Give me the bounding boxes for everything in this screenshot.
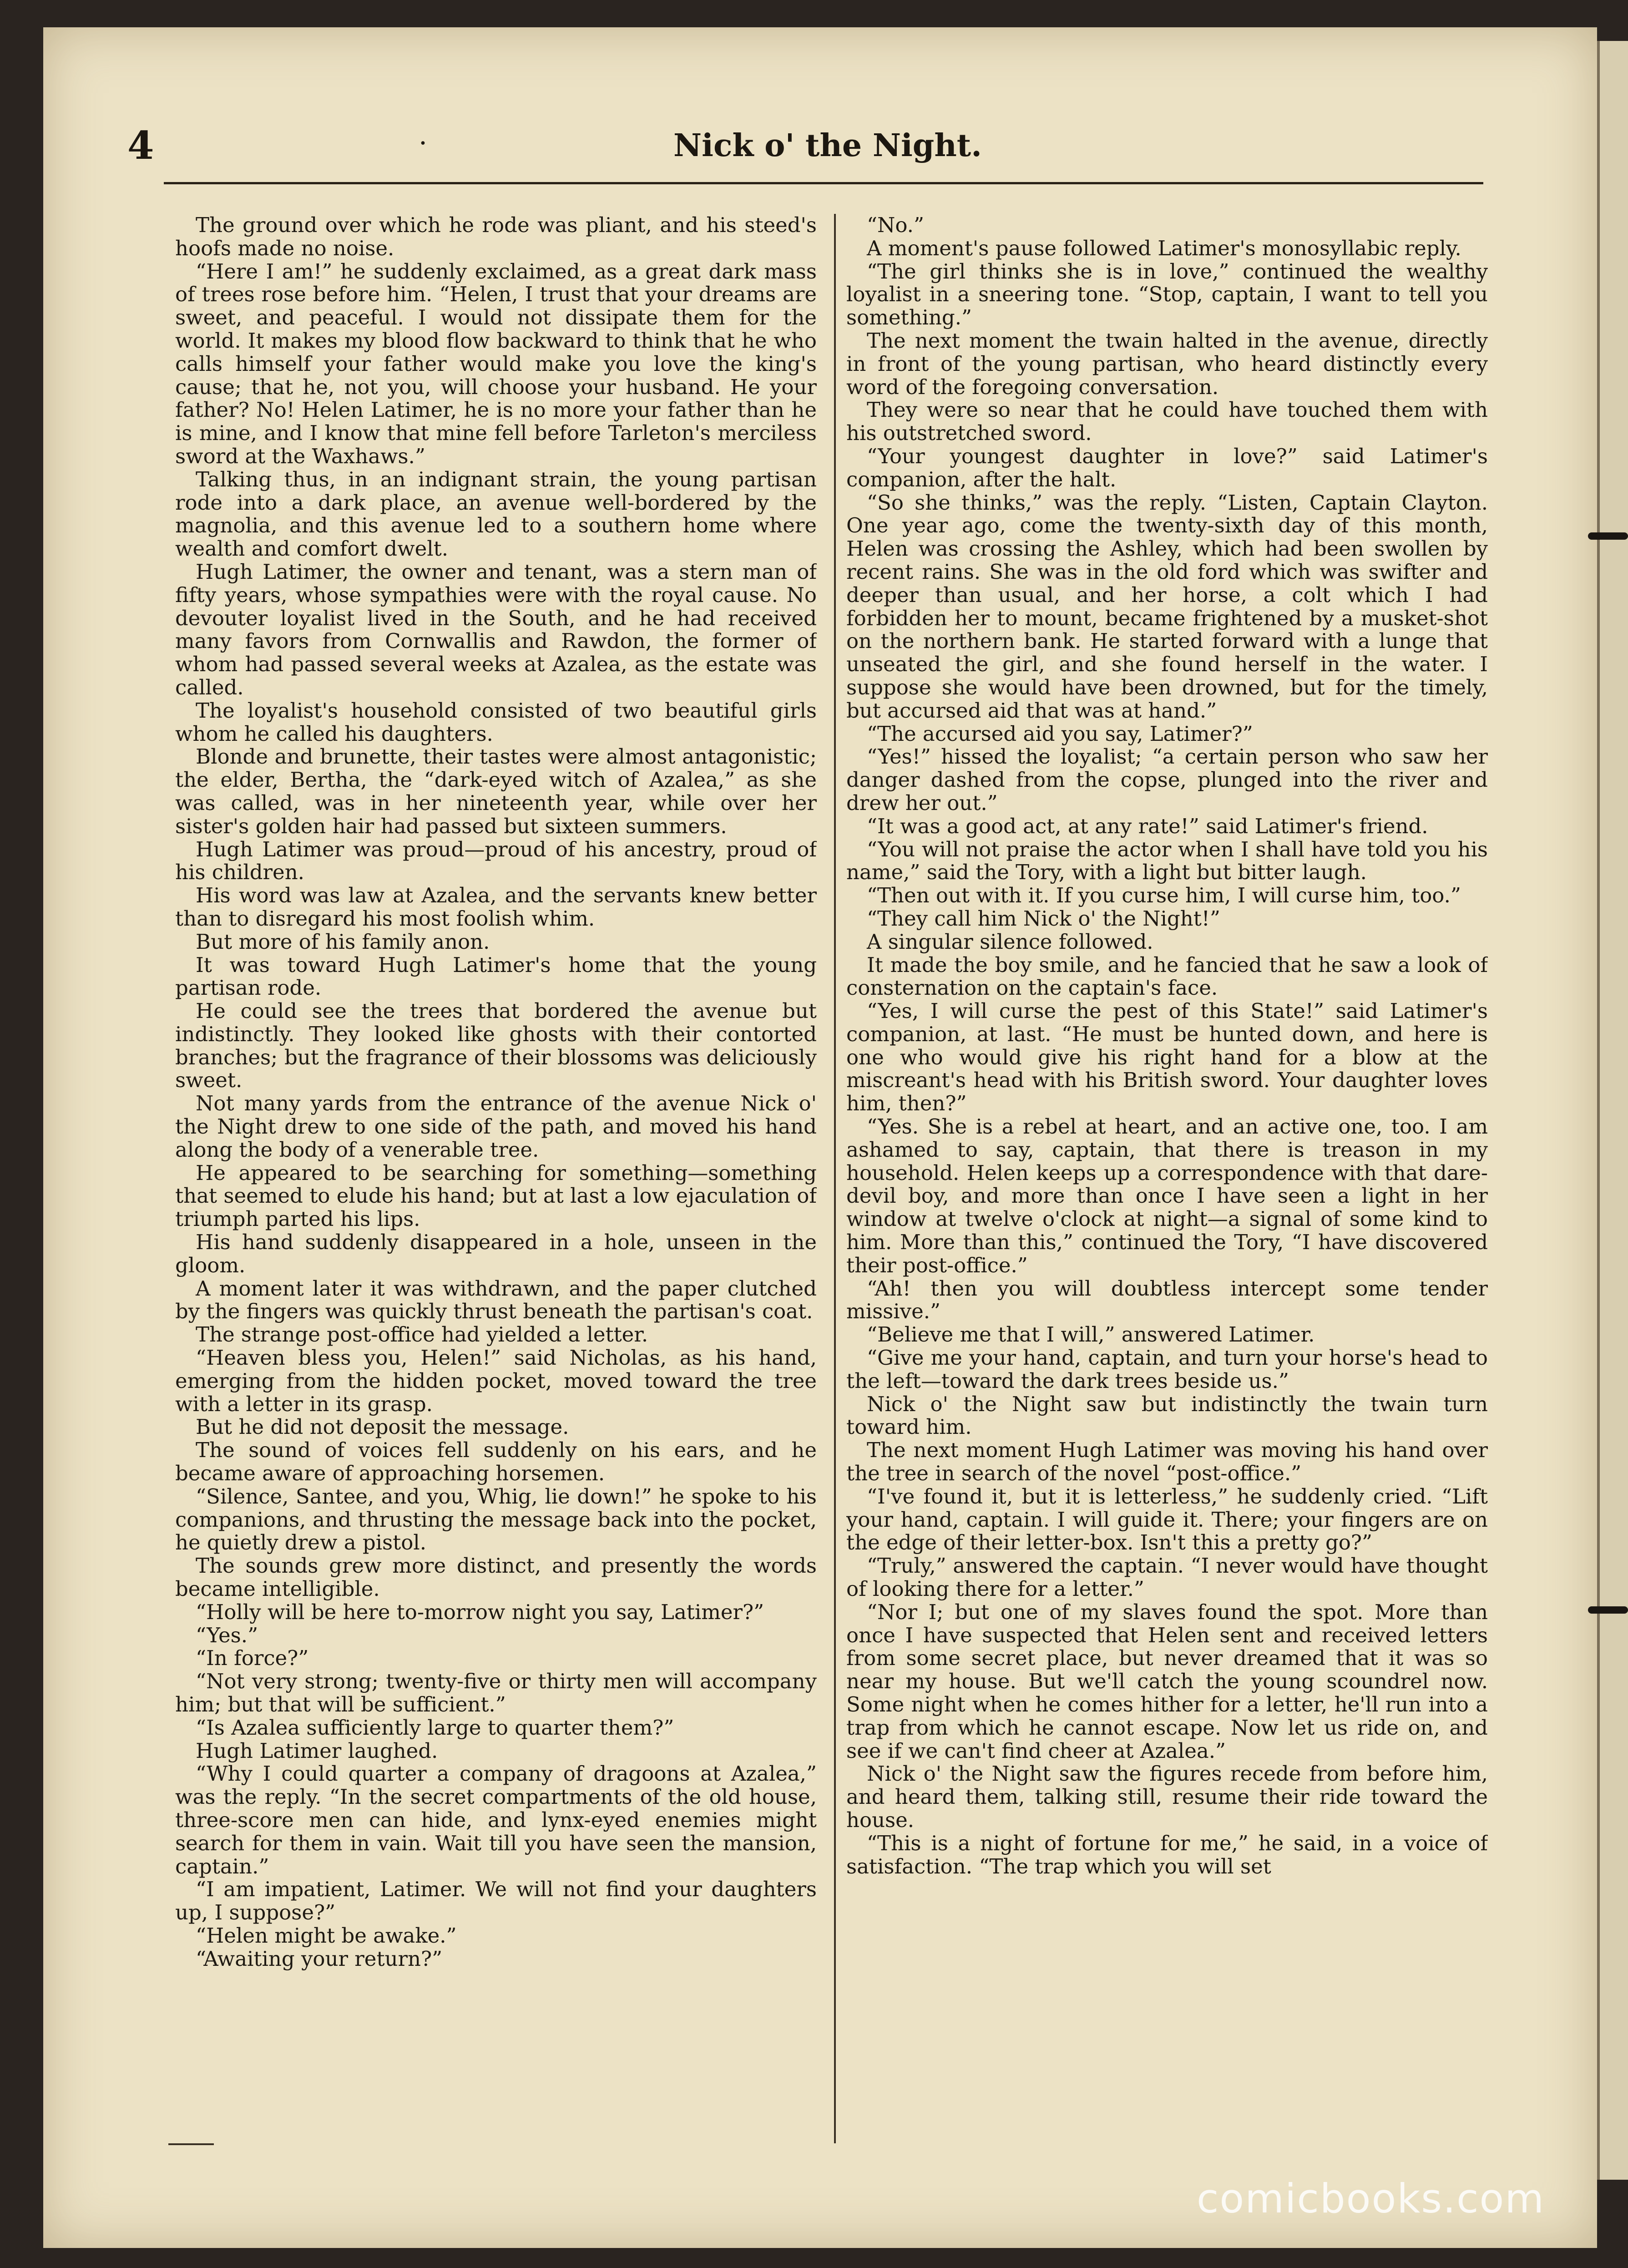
paragraph: Talking thus, in an indignant strain, the young partisan rode into a dark place, an avenue well-bordered by the magnolia, and this avenue led to a southern home where wealth and comfort dwelt. (175, 467, 817, 561)
paragraph: Nick o' the Night saw the figures recede from before him, and heard them, talking still, resume their ride toward the house. (846, 1762, 1488, 1832)
watermark: comicbooks.com (1197, 2175, 1545, 2222)
paragraph: Hugh Latimer, the owner and tenant, was a stern man of fifty years, whose sympathies were with the royal cause. No devouter loyalist lived in the South, and he had received many favors from Cornwallis and Rawdon, the former of whom had passed several weeks at Azalea, as the estate was called. (175, 559, 817, 699)
paragraph: “Here I am!” he suddenly exclaimed, as a great dark mass of trees rose before him. “Helen, I trust that your dreams are sweet, and peaceful. I would not dissipate them for the world. It makes my blood flow backward to think that he who calls himself your father would make you love the king's cause; that he, not you, will choose your husband. He your father? No! Helen Latimer, he is no more your father than he is mine, and I know that mine fell before Tarleton's merciless sword at the Waxhaws.” (175, 259, 817, 468)
next-page-edge (1597, 41, 1628, 2180)
paragraph: “This is a night of fortune for me,” he said, in a voice of satisfaction. “The trap which you will set (846, 1831, 1488, 1878)
paragraph: The loyalist's household consisted of two beautiful girls whom he called his daughters. (175, 698, 817, 746)
paragraph: “Ah! then you will doubtless intercept some tender missive.” (846, 1276, 1488, 1324)
paragraph: Hugh Latimer laughed. (196, 1738, 438, 1763)
paragraph: “Yes!” hissed the loyalist; “a certain person who saw her danger dashed from the copse, plunged into the river and drew her out.” (846, 744, 1488, 815)
paragraph: “Yes.” (196, 1623, 258, 1647)
paragraph: “You will not praise the actor when I shall have told you his name,” said the Tory, with a light but bitter laugh. (846, 837, 1488, 885)
paragraph: “Your youngest daughter in love?” said Latimer's companion, after the halt. (846, 444, 1488, 491)
paragraph: The sounds grew more distinct, and presently the words became intelligible. (175, 1554, 817, 1601)
paragraph: “Not very strong; twenty-five or thirty men will accompany him; but that will be sufficient.” (175, 1669, 817, 1716)
footer-rule (168, 2143, 214, 2145)
paragraph: A moment's pause followed Latimer's monosyllabic reply. (867, 236, 1461, 260)
paragraph: His hand suddenly disappeared in a hole, unseen in the gloom. (175, 1230, 817, 1277)
paragraph: “Holly will be here to-morrow night you say, Latimer?” (196, 1600, 764, 1624)
text-column-left (175, 214, 817, 2143)
page-header (127, 123, 1483, 173)
paragraph: “The accursed aid you say, Latimer?” (867, 721, 1253, 746)
paragraph: “I am impatient, Latimer. We will not find your daughters up, I suppose?” (175, 1877, 817, 1925)
paragraph: “Helen might be awake.” (196, 1923, 457, 1948)
paragraph: It was toward Hugh Latimer's home that the young partisan rode. (175, 952, 817, 1000)
paragraph: Not many yards from the entrance of the avenue Nick o' the Night drew to one side of the path, and moved his hand along the body of a venerable tree. (175, 1091, 817, 1162)
paragraph: But he did not deposit the message. (196, 1415, 569, 1439)
paragraph: It made the boy smile, and he fancied that he saw a look of consternation on the captain's face. (846, 952, 1488, 1000)
paragraph: He appeared to be searching for something—something that seemed to elude his hand; but at last a low ejaculation of triumph parted his lips. (175, 1160, 817, 1231)
paragraph: “Truly,” answered the captain. “I never would have thought of looking there for a letter.” (846, 1554, 1488, 1601)
paragraph: But more of his family anon. (196, 929, 490, 954)
paragraph: He could see the trees that bordered the avenue but indistinctly. They looked like ghosts with their contorted branches; but the fragrance of their blossoms was deliciously sweet. (175, 999, 817, 1093)
paragraph: “Is Azalea sufficiently large to quarter them?” (196, 1715, 674, 1740)
paragraph: The ground over which he rode was pliant, and his steed's hoofs made no noise. (175, 214, 817, 260)
page-number: 4 (127, 123, 154, 168)
paragraph: “Nor I; but one of my slaves found the spot. More than once I have suspected that Helen sent and received letters from some secret place, but never dreamed that it was so near my house. But we'll catch the young scoundrel now. Some night when he comes hither for a letter, he'll run into a trap from which he cannot escape. Now let us ride on, and see if we can't find cheer at Azalea.” (846, 1600, 1488, 1763)
paragraph: “So she thinks,” was the reply. “Listen, Captain Clayton. One year ago, come the twenty-sixth day of this month, Helen was crossing the Ashley, which had been swollen by recent rains. She was in the old ford which was swifter and deeper than usual, and her horse, a colt which I had forbidden her to mount, became frightened by a musket-shot on the northern bank. He started forward with a lunge that unseated the girl, and she found herself in the water. I suppose she would have been drowned, but for the timely, but accursed aid that was at hand.” (846, 490, 1488, 723)
paragraph: His word was law at Azalea, and the servants knew better than to disregard his most foolish whim. (175, 883, 817, 931)
paragraph: “Believe me that I will,” answered Latimer. (867, 1322, 1315, 1347)
page-title: Nick o' the Night. (673, 127, 982, 164)
paragraph: Hugh Latimer was proud—proud of his ancestry, proud of his children. (175, 837, 817, 885)
paragraph: “I've found it, but it is letterless,” he suddenly cried. “Lift your hand, captain. I will guide it. There; your fingers are on the edge of their letter-box. Isn't this a pretty go?” (846, 1484, 1488, 1555)
paragraph: The sound of voices fell suddenly on his ears, and he became aware of approaching horsemen. (175, 1438, 817, 1486)
paragraph: Blonde and brunette, their tastes were almost antagonistic; the elder, Bertha, the “dark-eyed witch of Azalea,” as she was called, was in her nineteenth year, while over her sister's golden hair had passed but sixteen summers. (175, 744, 817, 838)
paragraph: The next moment Hugh Latimer was moving his hand over the tree in search of the novel “post-office.” (846, 1438, 1488, 1486)
header-dot: · (419, 127, 428, 159)
binding-staple-bottom (1588, 1606, 1628, 1614)
paragraph: “Yes. She is a rebel at heart, and an active one, too. I am ashamed to say, captain, that there is treason in my household. Helen keeps up a correspondence with that dare-devil boy, and more than once I have seen a light in her window at twelve o'clock at night—a signal of some kind to him. More than this,” continued the Tory, “I have discovered their post-office.” (846, 1114, 1488, 1277)
paragraph: Nick o' the Night saw but indistinctly the twain turn toward him. (846, 1392, 1488, 1439)
paragraph: The next moment the twain halted in the avenue, directly in front of the young partisan, who heard distinctly every word of the foregoing conversation. (846, 328, 1488, 399)
paragraph: “It was a good act, at any rate!” said Latimer's friend. (867, 814, 1428, 838)
paragraph: “Heaven bless you, Helen!” said Nicholas, as his hand, emerging from the hidden pocket, moved toward the tree with a letter in its grasp. (175, 1346, 817, 1416)
binding-staple-top (1588, 532, 1628, 540)
paragraph: “In force?” (196, 1646, 309, 1671)
column-divider (834, 214, 836, 2143)
paragraph: A moment later it was withdrawn, and the paper clutched by the fingers was quickly thrust beneath the partisan's coat. (175, 1276, 817, 1324)
paragraph: “Silence, Santee, and you, Whig, lie down!” he spoke to his companions, and thrusting the message back into the pocket, he quietly drew a pistol. (175, 1484, 817, 1555)
paragraph: “Yes, I will curse the pest of this State!” said Latimer's companion, at last. “He must be hunted down, and here is one who would give his right hand for a blow at the miscreant's head with his British sword. Your daughter loves him, then?” (846, 999, 1488, 1116)
header-rule (164, 182, 1483, 184)
paragraph: They were so near that he could have touched them with his outstretched sword. (846, 398, 1488, 446)
paragraph: “The girl thinks she is in love,” continued the wealthy loyalist in a sneering tone. “Stop, captain, I want to tell you something.” (846, 259, 1488, 330)
paragraph: “Give me your hand, captain, and turn your horse's head to the left—toward the dark trees beside us.” (846, 1346, 1488, 1393)
paragraph: “They call him Nick o' the Night!” (867, 906, 1220, 931)
text-column-right (846, 214, 1488, 2143)
paragraph: “Then out with it. If you curse him, I will curse him, too.” (867, 883, 1461, 908)
paragraph: “Why I could quarter a company of dragoons at Azalea,” was the reply. “In the secret compartments of the old house, three-score men can hide, and lynx-eyed enemies might search for them in vain. Wait till you have seen the mansion, captain.” (175, 1762, 817, 1878)
paragraph: The strange post-office had yielded a letter. (196, 1322, 648, 1347)
paragraph: A singular silence followed. (867, 929, 1153, 954)
paragraph: “Awaiting your return?” (196, 1946, 443, 1971)
paragraph: “No.” (867, 214, 924, 237)
